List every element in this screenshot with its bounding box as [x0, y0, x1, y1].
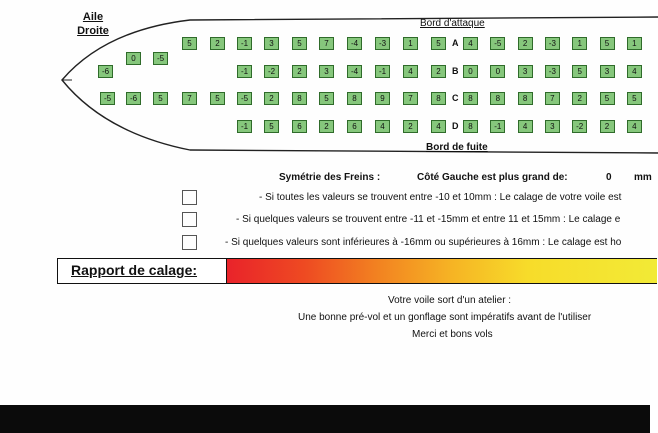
row-label: B: [452, 66, 459, 76]
measurement-cell: 4: [403, 65, 418, 78]
measurement-cell: 8: [431, 92, 446, 105]
measurement-cell: 5: [627, 92, 642, 105]
measurement-cell: -2: [572, 120, 587, 133]
measurement-cell: 4: [375, 120, 390, 133]
measurement-cell: -1: [237, 37, 252, 50]
measurement-cell: 5: [600, 92, 615, 105]
measurement-cell: 3: [264, 37, 279, 50]
measurement-cell: 2: [572, 92, 587, 105]
measurement-cell: -1: [375, 65, 390, 78]
legend-swatch-yellow: [182, 212, 197, 227]
footer-line-1: Votre voile sort d'un atelier :: [388, 295, 512, 306]
measurement-cell: -5: [153, 52, 168, 65]
measurement-cell: -5: [237, 92, 252, 105]
measurement-cell: 2: [431, 65, 446, 78]
measurement-cell: 0: [490, 65, 505, 78]
measurement-cell: 8: [490, 92, 505, 105]
measurement-cell: -3: [545, 65, 560, 78]
symmetry-unit: mm: [634, 172, 652, 183]
measurement-cell: 5: [319, 92, 334, 105]
measurement-cell: 3: [545, 120, 560, 133]
measurement-cell: 3: [319, 65, 334, 78]
symmetry-value: 0: [606, 172, 612, 183]
leading-edge-title: Bord d'attaque: [420, 18, 485, 29]
measurement-cell: 5: [210, 92, 225, 105]
measurement-cell: 5: [572, 65, 587, 78]
measurement-cell: 6: [292, 120, 307, 133]
measurement-cell: -3: [545, 37, 560, 50]
measurement-cell: 5: [264, 120, 279, 133]
measurement-cell: 5: [431, 37, 446, 50]
legend-text-red: - Si quelques valeurs sont inférieures à -16mm ou supérieures à 16mm : Le calage est ho: [225, 237, 622, 248]
measurement-cell: 2: [264, 92, 279, 105]
measurement-cell: 5: [292, 37, 307, 50]
measurement-cell: 2: [319, 120, 334, 133]
measurement-cell: 2: [600, 120, 615, 133]
measurement-cell: 4: [627, 65, 642, 78]
wing-side-label-line2: Droite: [77, 25, 109, 37]
measurement-cell: -5: [100, 92, 115, 105]
measurement-cell: 4: [518, 120, 533, 133]
measurement-cell: 5: [182, 37, 197, 50]
measurement-cell: 9: [375, 92, 390, 105]
row-label: D: [452, 121, 459, 131]
measurement-cell: -4: [347, 65, 362, 78]
measurement-cell: 3: [518, 65, 533, 78]
measurement-cell: 5: [153, 92, 168, 105]
measurement-cell: 4: [463, 37, 478, 50]
measurement-cell: 0: [126, 52, 141, 65]
wing-side-label: [72, 10, 114, 38]
measurement-cell: 4: [627, 120, 642, 133]
measurement-cell: 7: [403, 92, 418, 105]
measurement-cell: -4: [347, 37, 362, 50]
measurement-cell: 2: [403, 120, 418, 133]
measurement-cell: -1: [237, 120, 252, 133]
measurement-cell: 4: [431, 120, 446, 133]
legend-swatch-green: [182, 190, 197, 205]
row-label: A: [452, 38, 459, 48]
measurement-cell: 7: [182, 92, 197, 105]
row-label: C: [452, 93, 459, 103]
measurement-cell: 7: [545, 92, 560, 105]
measurement-cell: -6: [98, 65, 113, 78]
symmetry-side-text: Côté Gauche est plus grand de:: [417, 172, 568, 183]
legend-text-green: - Si toutes les valeurs se trouvent entre -10 et 10mm : Le calage de votre voile est: [259, 192, 622, 203]
measurement-cell: 1: [572, 37, 587, 50]
legend-swatch-red: [182, 235, 197, 250]
trailing-edge-title: Bord de fuite: [426, 142, 488, 153]
measurement-cell: 8: [347, 92, 362, 105]
scan-border: [0, 405, 650, 433]
measurement-cell: -5: [490, 37, 505, 50]
measurement-cell: 1: [627, 37, 642, 50]
legend-text-yellow: - Si quelques valeurs se trouvent entre -11 et -15mm et entre 11 et 15mm : Le calage e: [236, 214, 621, 225]
measurement-cell: -6: [126, 92, 141, 105]
measurement-cell: 8: [463, 120, 478, 133]
measurement-cell: 1: [403, 37, 418, 50]
report-gradient: [227, 259, 657, 283]
report-label: Rapport de calage:: [71, 262, 198, 278]
footer-line-2: Une bonne pré-vol et un gonflage sont impératifs avant de l'utiliser: [298, 312, 592, 323]
measurement-cell: 7: [319, 37, 334, 50]
measurement-cell: 3: [600, 65, 615, 78]
measurement-cell: 2: [518, 37, 533, 50]
measurement-cell: 2: [292, 65, 307, 78]
measurement-cell: 8: [463, 92, 478, 105]
measurement-cell: -1: [237, 65, 252, 78]
measurement-cell: -3: [375, 37, 390, 50]
measurement-cell: 0: [463, 65, 478, 78]
wing-side-label-line1: Aile: [82, 11, 104, 23]
measurement-cell: -2: [264, 65, 279, 78]
measurement-cell: 8: [518, 92, 533, 105]
symmetry-label: Symétrie des Freins :: [279, 172, 381, 183]
measurement-cell: 8: [292, 92, 307, 105]
measurement-cell: 2: [210, 37, 225, 50]
measurement-cell: -1: [490, 120, 505, 133]
footer-line-3: Merci et bons vols: [412, 329, 493, 340]
measurement-cell: 6: [347, 120, 362, 133]
measurement-cell: 5: [600, 37, 615, 50]
